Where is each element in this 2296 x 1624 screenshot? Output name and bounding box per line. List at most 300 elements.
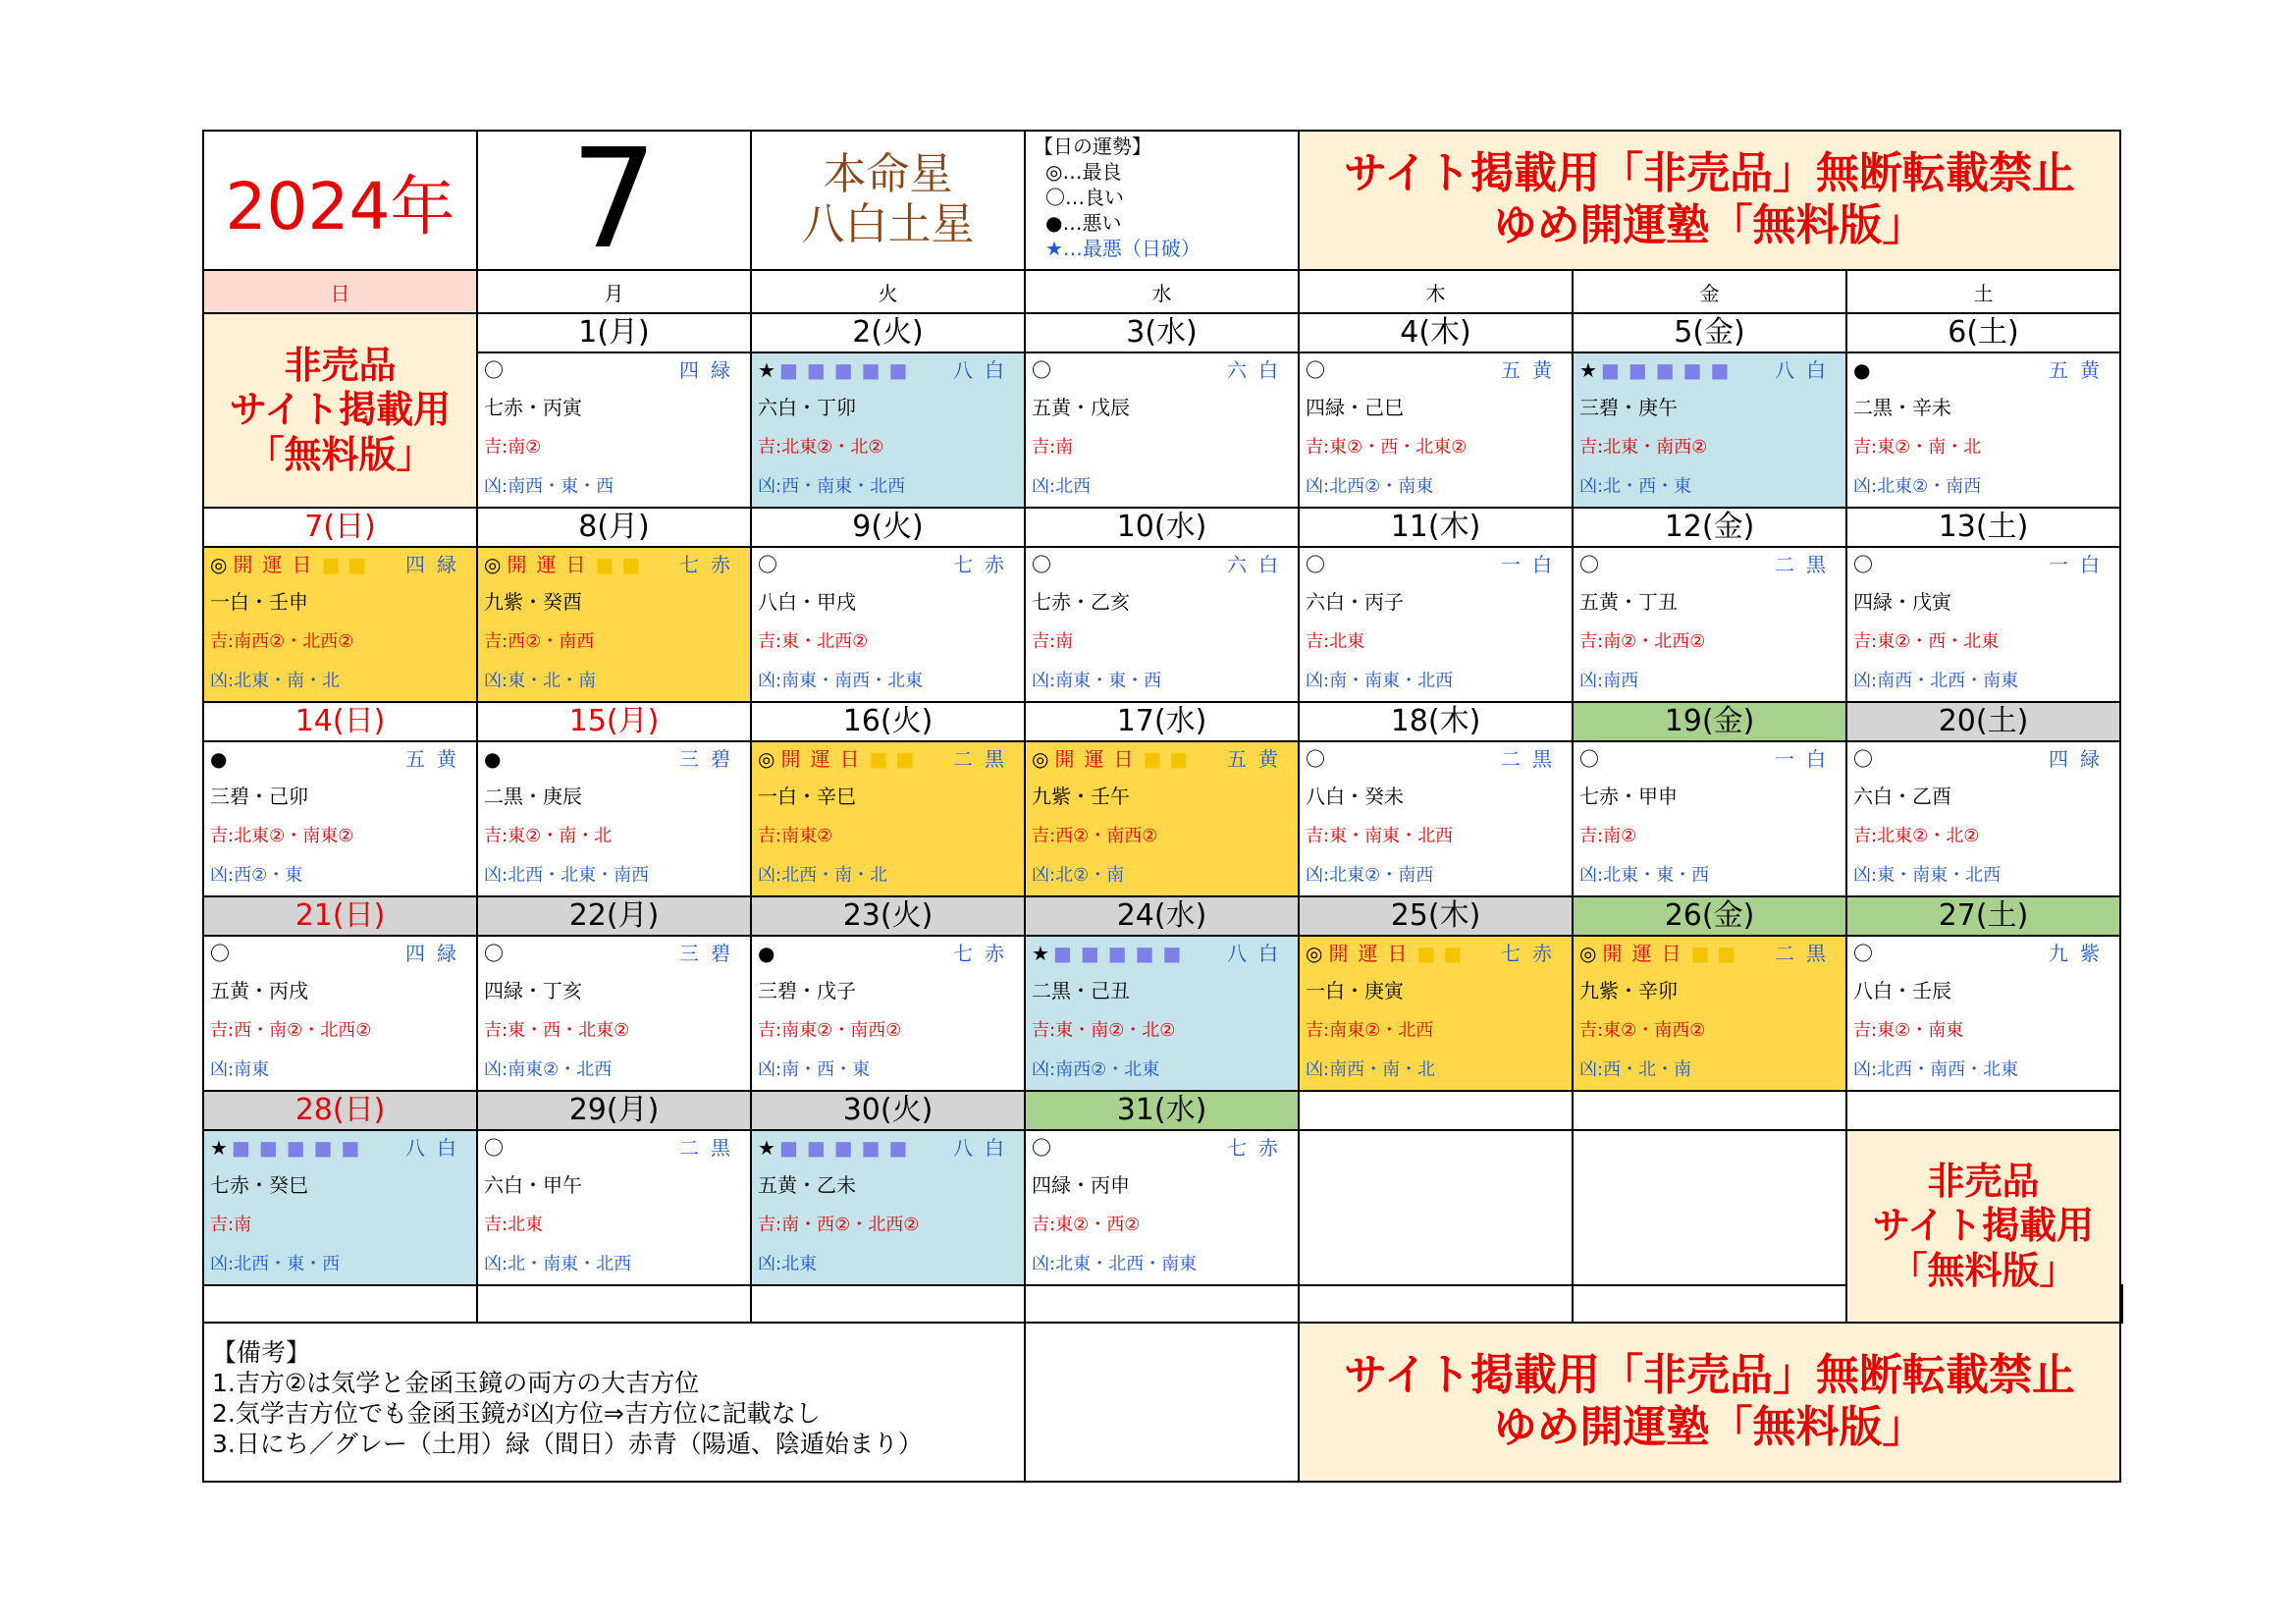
day-cell (1299, 936, 1573, 1091)
date-header-row (203, 1091, 2122, 1130)
date-header: 3(水) (1025, 313, 1299, 352)
nine-star: 二黒 (679, 1136, 742, 1160)
date-header: 20(土) (1846, 702, 2120, 741)
date-header: 8(月) (477, 508, 751, 547)
date-header-empty (1573, 1091, 1846, 1130)
date-header: 25(木) (1299, 896, 1573, 936)
kanshi: 五黄・丁丑 (1579, 590, 1678, 614)
promo-line: サイト掲載用 (229, 388, 452, 432)
unlucky-directions: 凶:南東 (210, 1059, 270, 1080)
nine-star: 七赤 (1501, 942, 1564, 965)
fortune-line (204, 937, 476, 970)
day-cell (1299, 741, 1573, 896)
fortune-mark: 〇 (1853, 747, 1873, 771)
kanshi: 九紫・辛卯 (1579, 979, 1678, 1002)
date-header: 22(月) (477, 896, 751, 936)
unlucky-directions: 凶:東・北・南 (484, 671, 597, 691)
fortune-line (478, 937, 750, 970)
date-header: 9(火) (751, 508, 1025, 547)
fortune-mark: ● (484, 747, 502, 771)
fortune-line (478, 353, 750, 387)
lucky-directions: 吉:東②・西・北東② (1306, 437, 1468, 458)
kanshi: 四緑・丁亥 (484, 979, 582, 1002)
weekday-tue: 火 (751, 270, 1025, 313)
unlucky-directions: 凶:南西・東・西 (484, 476, 614, 497)
day-cell (477, 1130, 751, 1285)
kaiun-label: 開運日 (1054, 747, 1144, 771)
lucky-directions: 吉:東②・南東 (1853, 1020, 1964, 1041)
legend-good: 〇…良い (1045, 186, 1124, 209)
kanshi: 八白・壬辰 (1853, 979, 1951, 1002)
day-content-row (203, 936, 2122, 1091)
date-header-row (203, 313, 2122, 352)
copyright-warning-top (1299, 131, 2120, 270)
fortune-mark: ★ (210, 1136, 228, 1160)
kaiun-squares: ■■ (1416, 942, 1470, 965)
fortune-line (1026, 937, 1298, 970)
day-cell (1025, 352, 1299, 508)
spacer-cell (1573, 1285, 1846, 1323)
fortune-mark: ★ (1579, 358, 1597, 382)
kanshi: 一白・壬申 (210, 590, 308, 614)
day-cell (1025, 741, 1299, 896)
unlucky-directions: 凶:北西・南・北 (758, 865, 888, 886)
kanshi: 四緑・戊寅 (1853, 590, 1951, 614)
fortune-mark: ◎ (1579, 942, 1597, 965)
lucky-directions: 吉:南 (1032, 631, 1074, 652)
day-cell (1025, 547, 1299, 702)
date-header: 31(水) (1025, 1091, 1299, 1130)
kaiun-label: 開運日 (780, 747, 870, 771)
day-cell (1573, 352, 1846, 508)
fortune-mark: 〇 (1032, 358, 1051, 382)
lucky-directions: 吉:東②・西② (1032, 1215, 1141, 1235)
day-cell (203, 1130, 477, 1285)
day-cell (477, 352, 751, 508)
lucky-directions: 吉:東②・南・北 (1853, 437, 1982, 458)
warning-line2: ゆめ開運塾「無料版」 (1493, 1402, 1926, 1452)
copyright-warning-bottom (1299, 1323, 2120, 1482)
unlucky-directions: 凶:北・南東・北西 (484, 1254, 632, 1274)
note-title: 【備考】 (212, 1338, 311, 1367)
fortune-mark: 〇 (1579, 747, 1599, 771)
fortune-line (1574, 742, 1845, 776)
unlucky-directions: 凶:北東・南・北 (210, 671, 341, 691)
weekday-fri: 金 (1573, 270, 1846, 313)
fortune-mark: ◎ (210, 553, 228, 576)
date-header: 1(月) (477, 313, 751, 352)
fortune-line (752, 937, 1024, 970)
date-header: 16(火) (751, 702, 1025, 741)
lucky-directions: 吉:南② (1579, 826, 1637, 846)
nine-star: 四緑 (405, 942, 468, 965)
fortune-mark: 〇 (1853, 553, 1873, 576)
nine-star: 七赤 (953, 553, 1016, 576)
day-cell (1025, 936, 1299, 1091)
unlucky-directions: 凶:北西・南西・北東 (1853, 1059, 2019, 1080)
fortune-mark: ★ (1032, 942, 1049, 965)
lucky-directions: 吉:南東② (758, 826, 833, 846)
date-header: 14(日) (203, 702, 477, 741)
date-header: 17(水) (1025, 702, 1299, 741)
day-cell (751, 741, 1025, 896)
nine-star: 四緑 (2049, 747, 2111, 771)
fortune-mark: ★ (758, 358, 775, 382)
weekday-row (203, 270, 2122, 313)
day-cell-empty (1573, 1130, 1846, 1285)
fortune-line (752, 742, 1024, 776)
nine-star: 八白 (953, 358, 1016, 382)
nine-star: 八白 (1227, 942, 1290, 965)
kanshi: 三碧・庚午 (1579, 396, 1678, 419)
fortune-line (1300, 353, 1572, 387)
day-cell (203, 936, 477, 1091)
date-header: 26(金) (1573, 896, 1846, 936)
fortune-mark: 〇 (758, 553, 777, 576)
nine-star: 五黄 (1227, 747, 1290, 771)
day-cell (1846, 741, 2120, 896)
nine-star: 四緑 (679, 358, 742, 382)
fortune-mark: ◎ (1306, 942, 1323, 965)
date-header-empty (1846, 1091, 2120, 1130)
fortune-mark: ◎ (484, 553, 502, 576)
fortune-line (1574, 937, 1845, 970)
kaiun-squares: ■■ (869, 747, 923, 771)
spacer-cell (2120, 1285, 2122, 1323)
nine-star: 一白 (1775, 747, 1838, 771)
promo-line: 非売品 (284, 343, 397, 387)
lucky-directions: 吉:南東②・南西② (758, 1020, 902, 1041)
fortune-line (752, 353, 1024, 387)
fortune-line (1026, 548, 1298, 581)
date-header: 19(金) (1573, 702, 1846, 741)
date-header: 24(水) (1025, 896, 1299, 936)
fortune-mark: 〇 (1306, 553, 1325, 576)
fortune-line (204, 742, 476, 776)
lucky-directions: 吉:東・北西② (758, 631, 869, 652)
fortune-mark: 〇 (1306, 358, 1325, 382)
promo-line: 「無料版」 (1890, 1248, 2077, 1292)
unlucky-directions: 凶:北東・東・西 (1579, 865, 1710, 886)
kanshi: 八白・癸未 (1306, 785, 1404, 808)
kaiun-squares: ■■ (1143, 747, 1197, 771)
kanshi: 六白・丁卯 (758, 396, 856, 419)
nichiha-squares: ■■■■■ (1052, 942, 1191, 965)
date-header: 5(金) (1573, 313, 1846, 352)
nine-star: 八白 (1775, 358, 1838, 382)
fortune-line (1026, 1131, 1298, 1164)
unlucky-directions: 凶:南東・南西・北東 (758, 671, 924, 691)
fortune-line (1847, 353, 2119, 387)
fortune-line (1026, 353, 1298, 387)
lucky-directions: 吉:東・南東・北西 (1306, 826, 1454, 846)
day-cell (1846, 936, 2120, 1091)
day-cell (1573, 936, 1846, 1091)
lucky-directions: 吉:南②・北西② (1579, 631, 1706, 652)
day-cell (1573, 547, 1846, 702)
date-header: 18(木) (1299, 702, 1573, 741)
honmei-star-name: 八白土星 (801, 199, 975, 249)
day-cell (203, 547, 477, 702)
promo-line: サイト掲載用 (1872, 1204, 2095, 1248)
warning-line1: サイト掲載用「非売品」無断転載禁止 (1344, 1350, 2075, 1401)
date-header: 6(土) (1846, 313, 2120, 352)
unlucky-directions: 凶:北東②・南西 (1853, 476, 1982, 497)
unlucky-directions: 凶:北東②・南西 (1306, 865, 1434, 886)
fortune-line (1300, 937, 1572, 970)
honmei-star-label: 本命星 (823, 149, 953, 200)
nine-star: 六白 (1227, 358, 1290, 382)
kanshi: 九紫・癸酉 (484, 590, 582, 614)
nine-star: 五黄 (2049, 358, 2111, 382)
fortune-line (1574, 353, 1845, 387)
nine-star: 七赤 (953, 942, 1016, 965)
legend-best: ◎…最良 (1045, 160, 1122, 184)
weekday-mon: 月 (477, 270, 751, 313)
fortune-line (1300, 742, 1572, 776)
day-cell (751, 547, 1025, 702)
spacer-cell (1299, 1285, 1573, 1323)
fortune-line (1574, 548, 1845, 581)
fortune-line (1026, 742, 1298, 776)
unlucky-directions: 凶:南・南東・北西 (1306, 671, 1454, 691)
date-header: 11(木) (1299, 508, 1573, 547)
date-header-row (203, 702, 2122, 741)
kanshi: 五黄・乙未 (758, 1173, 856, 1197)
kanshi: 八白・甲戌 (758, 590, 856, 614)
nine-star: 二黒 (1501, 747, 1564, 771)
unlucky-directions: 凶:南・西・東 (758, 1059, 871, 1080)
day-cell (477, 547, 751, 702)
day-cell (751, 1130, 1025, 1285)
fortune-mark: 〇 (484, 358, 504, 382)
spacer-cell (203, 1285, 477, 1323)
kanshi: 五黄・戊辰 (1032, 396, 1130, 419)
unlucky-directions: 凶:西・北・南 (1579, 1059, 1692, 1080)
day-content-row (203, 1130, 2122, 1285)
fortune-mark: ● (1853, 358, 1871, 382)
date-header-empty (1299, 1091, 1573, 1130)
kaiun-label: 開運日 (1328, 942, 1417, 965)
date-header: 2(火) (751, 313, 1025, 352)
unlucky-directions: 凶:北東・北西・南東 (1032, 1254, 1198, 1274)
nichiha-squares: ■■■■■ (1600, 358, 1738, 382)
nine-star: 三碧 (679, 747, 742, 771)
kanshi: 二黒・庚辰 (484, 785, 582, 808)
nine-star: 九紫 (2049, 942, 2111, 965)
day-cell (203, 741, 477, 896)
kanshi: 三碧・己卯 (210, 785, 308, 808)
kanshi: 一白・辛巳 (758, 785, 856, 808)
fortune-mark: ● (210, 747, 228, 771)
nine-star: 二黒 (1775, 942, 1838, 965)
nine-star: 一白 (2049, 553, 2111, 576)
lucky-directions: 吉:南② (484, 437, 542, 458)
kanshi: 二黒・辛未 (1853, 396, 1951, 419)
kanshi: 六白・甲午 (484, 1173, 582, 1197)
day-cell (1025, 1130, 1299, 1285)
legend-title: 【日の運勢】 (1034, 135, 1151, 158)
date-header: 4(木) (1299, 313, 1573, 352)
day-cell (1846, 547, 2120, 702)
day-cell (1846, 352, 2120, 508)
lucky-directions: 吉:南・西②・北西② (758, 1215, 920, 1235)
lucky-directions: 吉:北東②・南東② (210, 826, 354, 846)
date-header: 29(月) (477, 1091, 751, 1130)
date-header: 30(火) (751, 1091, 1025, 1130)
kanshi: 六白・丙子 (1306, 590, 1404, 614)
nine-star: 八白 (953, 1136, 1016, 1160)
fortune-mark: 〇 (210, 942, 230, 965)
unlucky-directions: 凶:北・西・東 (1579, 476, 1692, 497)
day-cell (477, 741, 751, 896)
day-content-row (203, 352, 2122, 508)
note-line1: 1.吉方②は気学と金函玉鏡の両方の大吉方位 (212, 1369, 700, 1397)
lucky-directions: 吉:西・南②・北西② (210, 1020, 372, 1041)
lucky-directions: 吉:東②・南西② (1579, 1020, 1706, 1041)
date-header: 21(日) (203, 896, 477, 936)
unlucky-directions: 凶:南西・南・北 (1306, 1059, 1436, 1080)
day-cell (1299, 352, 1573, 508)
fortune-line (478, 548, 750, 581)
lucky-directions: 吉:南 (210, 1215, 252, 1235)
note-line3: 3.日にち／グレー（土用）緑（間日）赤青（陽遁、陰遁始まり） (212, 1430, 923, 1458)
kanshi: 六白・乙酉 (1853, 785, 1951, 808)
lucky-directions: 吉:東・西・北東② (484, 1020, 630, 1041)
fortune-mark: ● (758, 942, 775, 965)
notes-box (203, 1323, 1025, 1482)
promo-box-bottom (1846, 1130, 2120, 1323)
date-header: 13(土) (1846, 508, 2120, 547)
kanshi: 七赤・癸巳 (210, 1173, 308, 1197)
lucky-directions: 吉:西②・南西 (484, 631, 595, 652)
unlucky-directions: 凶:北西・東・西 (210, 1254, 341, 1274)
kaiun-label: 開運日 (233, 553, 322, 576)
lucky-directions: 吉:北東 (484, 1215, 544, 1235)
weekday-thu: 木 (1299, 270, 1573, 313)
warning-line2: ゆめ開運塾「無料版」 (1493, 200, 1926, 250)
lucky-directions: 吉:東②・南・北 (484, 826, 613, 846)
kanshi: 一白・庚寅 (1306, 979, 1404, 1002)
unlucky-directions: 凶:北②・南 (1032, 865, 1125, 886)
kaiun-squares: ■■ (1690, 942, 1744, 965)
fortune-mark: 〇 (1306, 747, 1325, 771)
fortune-line (204, 548, 476, 581)
kaiun-squares: ■■ (595, 553, 649, 576)
kanshi: 五黄・丙戌 (210, 979, 308, 1002)
fortune-line (204, 1131, 476, 1164)
unlucky-directions: 凶:北西 (1032, 476, 1092, 497)
unlucky-directions: 凶:南西②・北東 (1032, 1059, 1160, 1080)
kanshi: 七赤・乙亥 (1032, 590, 1130, 614)
unlucky-directions: 凶:南西 (1579, 671, 1639, 691)
day-cell (477, 936, 751, 1091)
notes-blank (1025, 1323, 1299, 1482)
kanshi: 九紫・壬午 (1032, 785, 1130, 808)
day-cell (1299, 547, 1573, 702)
unlucky-directions: 凶:東・南東・北西 (1853, 865, 2002, 886)
nine-star: 六白 (1227, 553, 1290, 576)
fortune-line (752, 1131, 1024, 1164)
unlucky-directions: 凶:北西・北東・南西 (484, 865, 650, 886)
date-header: 27(土) (1846, 896, 2120, 936)
unlucky-directions: 凶:南東②・北西 (484, 1059, 613, 1080)
unlucky-directions: 凶:北東 (758, 1254, 818, 1274)
spacer-cell (751, 1285, 1025, 1323)
fortune-line (1847, 548, 2119, 581)
promo-line: 非売品 (1927, 1159, 2040, 1203)
lucky-directions: 吉:東・南②・北② (1032, 1020, 1176, 1041)
note-line2: 2.気学吉方位でも金函玉鏡が凶方位⇒吉方位に記載なし (212, 1399, 821, 1428)
day-cell-empty (1299, 1130, 1573, 1285)
nine-star: 八白 (405, 1136, 468, 1160)
date-header: 12(金) (1573, 508, 1846, 547)
day-cell (751, 936, 1025, 1091)
fortune-mark: 〇 (484, 1136, 504, 1160)
fortune-line (752, 548, 1024, 581)
day-content-row (203, 547, 2122, 702)
month-number: 7 (477, 131, 751, 270)
header-row (203, 131, 2122, 270)
date-header: 10(水) (1025, 508, 1299, 547)
kaiun-squares: ■■ (321, 553, 375, 576)
nine-star: 七赤 (1227, 1136, 1290, 1160)
honmei-star (751, 131, 1025, 270)
fortune-mark: 〇 (484, 942, 504, 965)
nine-star: 五黄 (1501, 358, 1564, 382)
unlucky-directions: 凶:南西・北西・南東 (1853, 671, 2019, 691)
weekday-sun: 日 (203, 270, 477, 313)
lucky-directions: 吉:北東 (1306, 631, 1365, 652)
nine-star: 二黒 (953, 747, 1016, 771)
nichiha-squares: ■■■■■ (231, 1136, 369, 1160)
promo-box-top (203, 313, 477, 508)
fortune-mark: 〇 (1579, 553, 1599, 576)
lucky-directions: 吉:南東②・北西 (1306, 1020, 1434, 1041)
promo-line: 「無料版」 (246, 432, 434, 476)
unlucky-directions: 凶:南東・東・西 (1032, 671, 1162, 691)
nine-star: 一白 (1501, 553, 1564, 576)
kaiun-label: 開運日 (1602, 942, 1691, 965)
weekday-sat: 土 (1846, 270, 2120, 313)
legend-bad: ●…悪い (1045, 211, 1122, 235)
weekday-wed: 水 (1025, 270, 1299, 313)
calendar-table (202, 130, 2123, 1483)
legend-worst: ★…最悪（日破） (1045, 237, 1201, 260)
lucky-directions: 吉:北東・南西② (1579, 437, 1708, 458)
day-cell (751, 352, 1025, 508)
date-header-row (203, 508, 2122, 547)
spacer-cell (1025, 1285, 1299, 1323)
lucky-directions: 吉:北東②・北② (758, 437, 884, 458)
lucky-directions: 吉:東②・西・北東 (1853, 631, 2000, 652)
fortune-mark: ◎ (1032, 747, 1049, 771)
kanshi: 七赤・丙寅 (484, 396, 582, 419)
fortune-mark: ★ (758, 1136, 775, 1160)
day-content-row (203, 741, 2122, 896)
warning-line1: サイト掲載用「非売品」無断転載禁止 (1344, 148, 2075, 199)
unlucky-directions: 凶:西②・東 (210, 865, 303, 886)
kanshi: 三碧・戊子 (758, 979, 856, 1002)
spacer-row (203, 1285, 2122, 1323)
lucky-directions: 吉:南 (1032, 437, 1074, 458)
fortune-legend (1025, 131, 1299, 270)
date-header: 15(月) (477, 702, 751, 741)
lucky-directions: 吉:南西②・北西② (210, 631, 354, 652)
year-title: 2024年 (203, 131, 477, 270)
kanshi: 二黒・己丑 (1032, 979, 1130, 1002)
date-header: 23(火) (751, 896, 1025, 936)
